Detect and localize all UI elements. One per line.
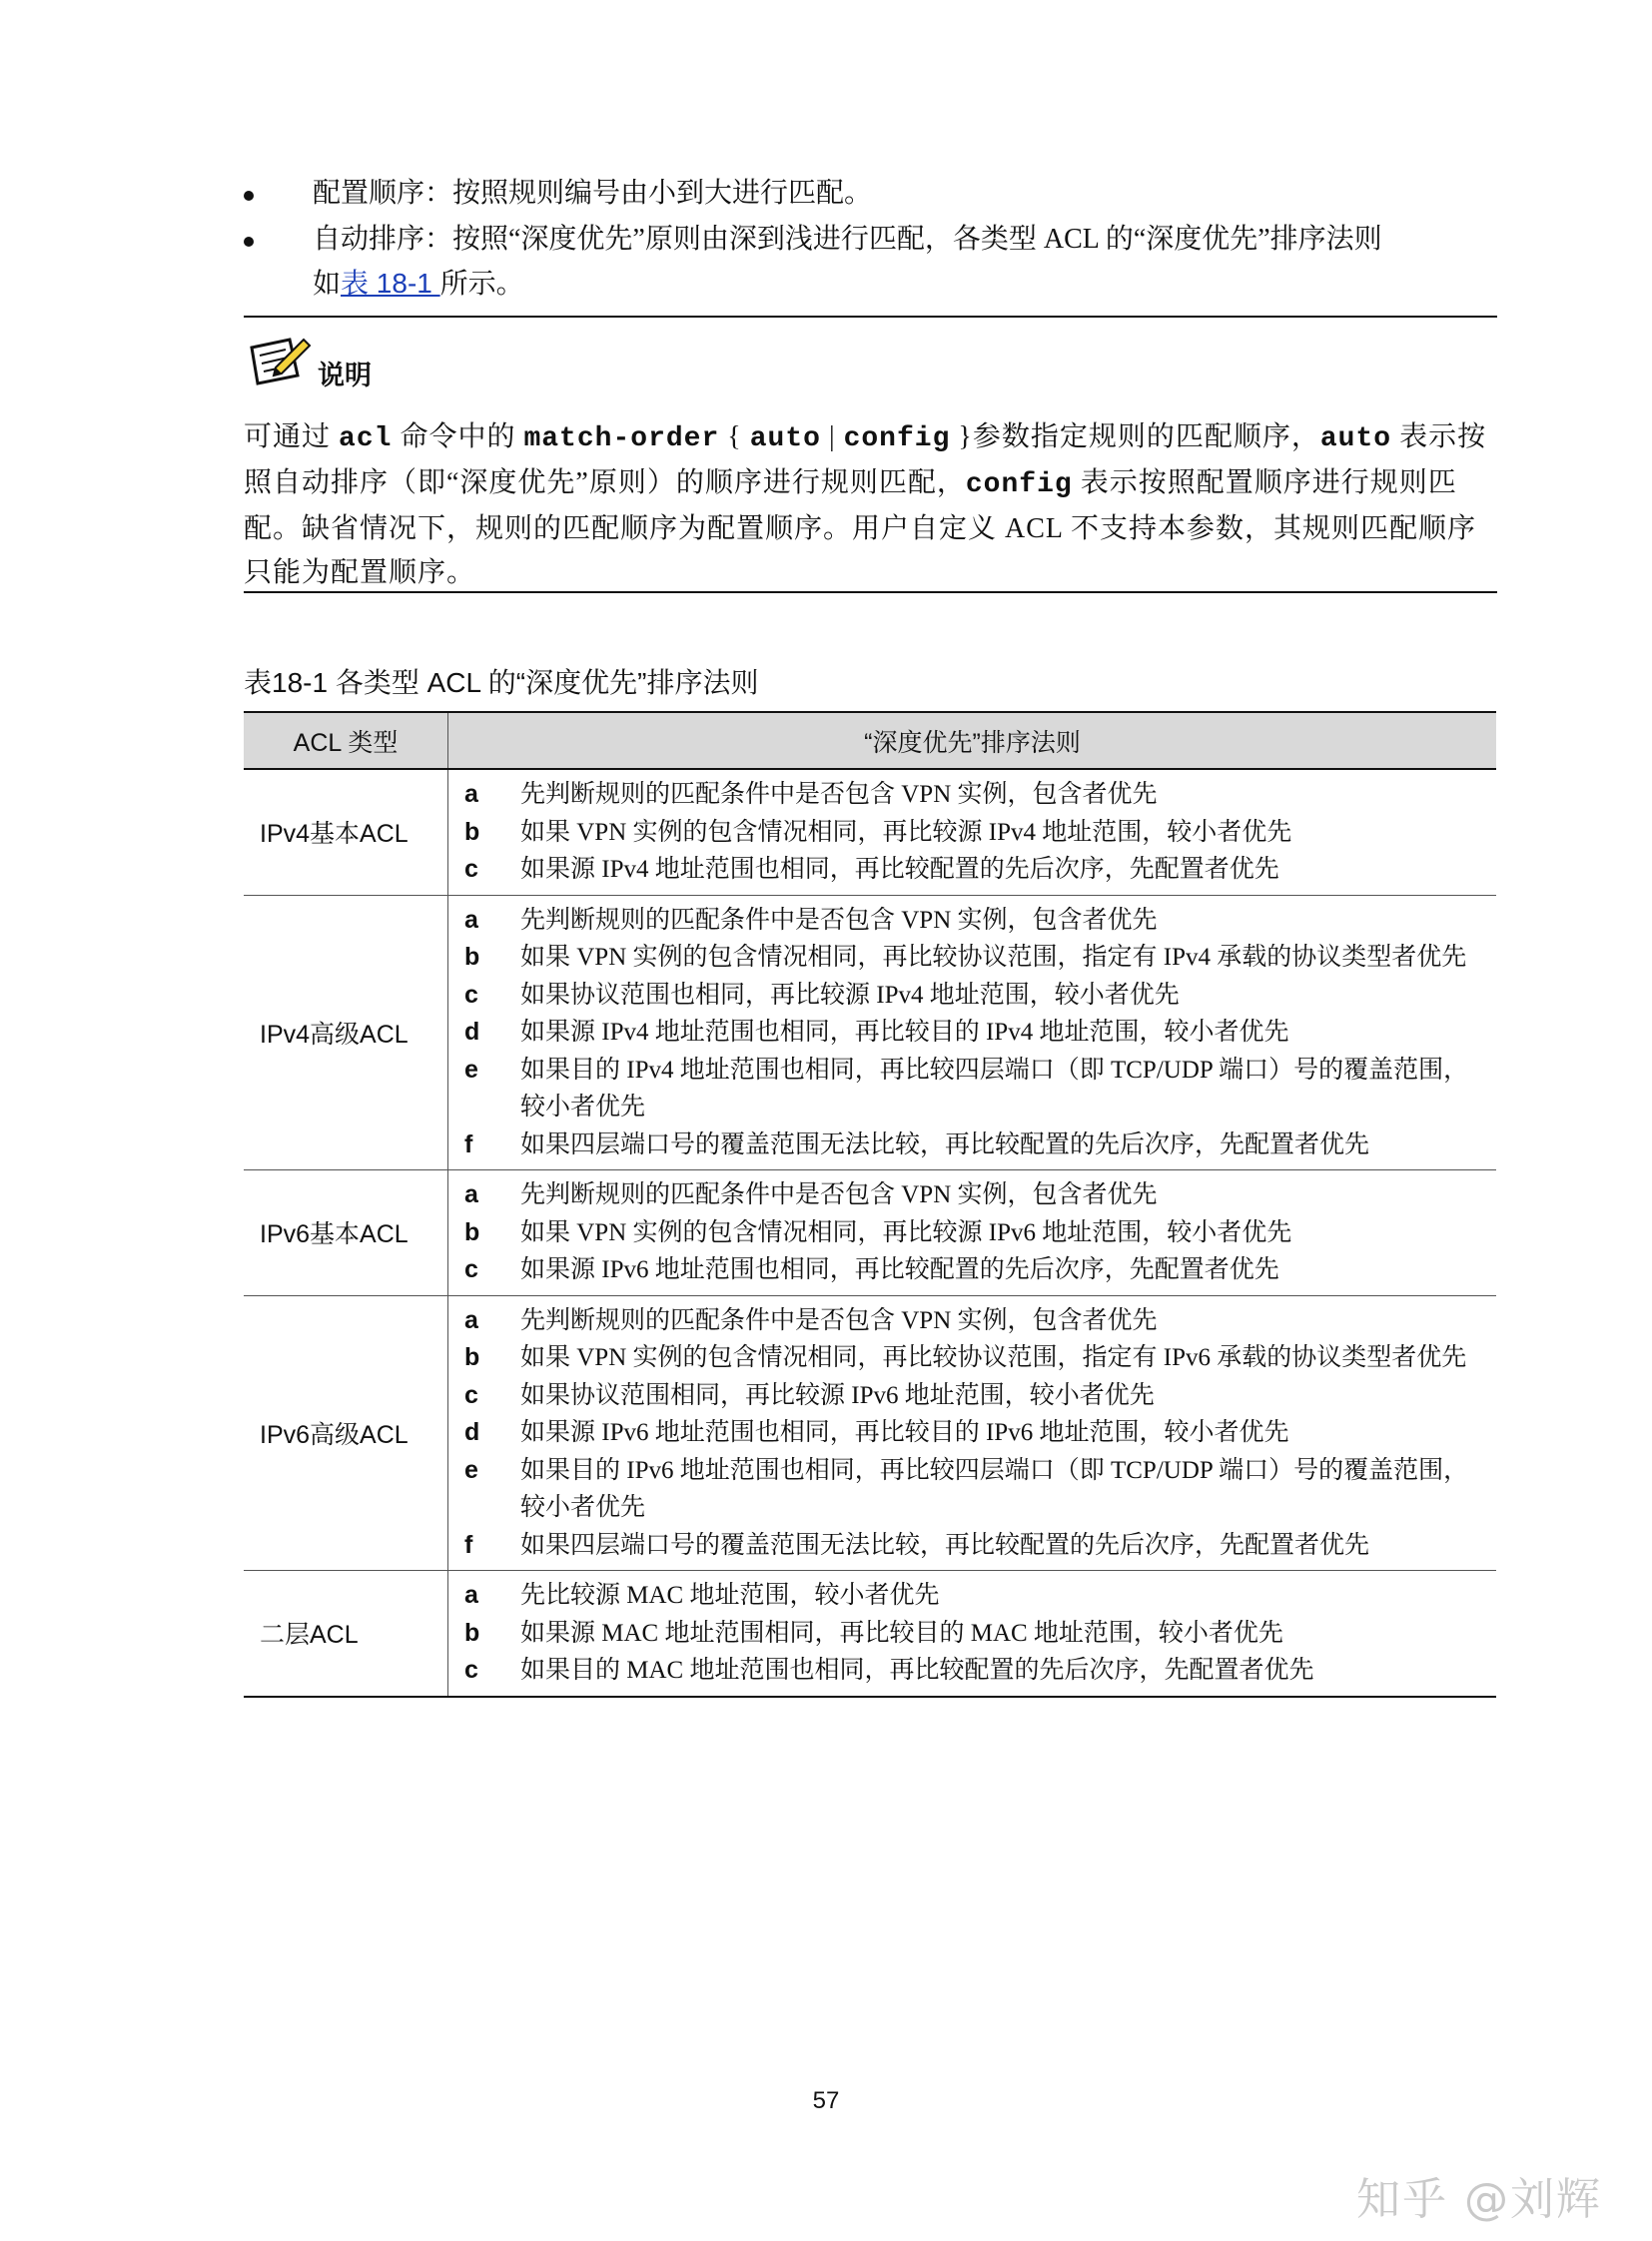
rule-item bbox=[448, 1014, 1496, 1052]
rule-item bbox=[448, 1251, 1496, 1289]
rule-letter: a bbox=[464, 905, 478, 934]
rule-text: 如果四层端口号的覆盖范围无法比较，再比较配置的先后次序，先配置者优先 bbox=[520, 1130, 1370, 1158]
rule-text: 如果源 IPv6 地址范围也相同，再比较目的 IPv6 地址范围，较小者优先 bbox=[520, 1419, 1289, 1446]
rule-text: 先比较源 MAC 地址范围，较小者优先 bbox=[520, 1582, 940, 1609]
rule-text: 如果目的 IPv6 地址范围也相同，再比较四层端口（即 TCP/UDP 端口）号的覆盖范围，较小者优先 bbox=[520, 1456, 1469, 1521]
rule-item bbox=[448, 1527, 1496, 1565]
rule-letter: c bbox=[464, 980, 478, 1009]
rule-letter: f bbox=[464, 1129, 473, 1158]
rule-letter: a bbox=[464, 1581, 478, 1609]
rule-letter: c bbox=[464, 855, 478, 883]
watermark: 知乎 @刘辉 bbox=[1356, 2174, 1602, 2225]
rule-text: 先判断规则的匹配条件中是否包含 VPN 实例，包含者优先 bbox=[520, 906, 1158, 934]
rule-letter: b bbox=[464, 1618, 480, 1647]
rule-item bbox=[448, 1214, 1496, 1252]
note-command: auto bbox=[749, 423, 821, 454]
rules-cell bbox=[448, 769, 1497, 895]
note-bottom-divider bbox=[244, 591, 1497, 593]
bullet-text-line2: 如 bbox=[313, 269, 342, 300]
bullet-list bbox=[236, 172, 1496, 309]
rule-letter: c bbox=[464, 1656, 478, 1684]
rule-item bbox=[448, 1126, 1496, 1164]
table-row bbox=[244, 769, 1496, 895]
acl-type-cell: 二层ACL bbox=[244, 1571, 448, 1697]
rule-item bbox=[448, 776, 1496, 814]
rule-item bbox=[448, 977, 1496, 1015]
bullet-dot-icon bbox=[244, 237, 254, 247]
note-text: 表示按照配置顺序进行规则匹配。缺省情况下，规则的匹配顺序为配置顺序。用户自定义 ACL 不支持本参数，其规则匹配顺序只能为配置顺序。 bbox=[244, 467, 1476, 588]
bullet-text: 配置顺序：按照规则编号由小到大进行匹配。 bbox=[313, 178, 873, 209]
rules-cell bbox=[448, 1295, 1497, 1571]
rule-text: 如果源 IPv4 地址范围也相同，再比较目的 IPv4 地址范围，较小者优先 bbox=[520, 1019, 1289, 1046]
note-command: match-order bbox=[523, 423, 720, 454]
note-body bbox=[244, 415, 1497, 595]
rule-item bbox=[448, 851, 1496, 889]
rule-text: 如果协议范围也相同，再比较源 IPv4 地址范围，较小者优先 bbox=[520, 981, 1180, 1009]
note-command: config bbox=[843, 423, 951, 454]
note-text: | bbox=[820, 421, 844, 452]
rule-text: 如果源 IPv6 地址范围也相同，再比较配置的先后次序，先配置者优先 bbox=[520, 1256, 1279, 1283]
table-row bbox=[244, 895, 1496, 1170]
bullet-item bbox=[236, 218, 1496, 307]
acl-type-cell: IPv6基本ACL bbox=[244, 1170, 448, 1296]
rule-letter: a bbox=[464, 780, 478, 808]
rule-text: 如果源 IPv4 地址范围也相同，再比较配置的先后次序，先配置者优先 bbox=[520, 856, 1279, 883]
rule-item bbox=[448, 1615, 1496, 1653]
note-label: 说明 bbox=[318, 361, 372, 390]
table-reference-link[interactable]: 表 18-1 bbox=[341, 268, 440, 299]
rule-text: 先判断规则的匹配条件中是否包含 VPN 实例，包含者优先 bbox=[520, 1181, 1158, 1208]
table-header-row bbox=[244, 712, 1496, 769]
rule-text: 如果 VPN 实例的包含情况相同，再比较协议范围，指定有 IPv4 承载的协议类型者优先 bbox=[520, 944, 1467, 971]
rule-item bbox=[448, 1652, 1496, 1690]
rule-text: 如果 VPN 实例的包含情况相同，再比较源 IPv4 地址范围，较小者优先 bbox=[520, 818, 1292, 846]
rule-list bbox=[448, 1170, 1496, 1295]
rules-cell bbox=[448, 1571, 1497, 1697]
rule-text: 先判断规则的匹配条件中是否包含 VPN 实例，包含者优先 bbox=[520, 781, 1158, 808]
bullet-text: 自动排序：按照“深度优先”原则由深到浅进行匹配，各类型 ACL 的“深度优先”排序法则 bbox=[313, 224, 1382, 255]
rule-letter: e bbox=[464, 1055, 478, 1084]
rule-text: 如果协议范围相同，再比较源 IPv6 地址范围，较小者优先 bbox=[520, 1381, 1155, 1409]
note-text: { bbox=[719, 421, 750, 452]
rule-item bbox=[448, 1452, 1496, 1527]
rule-list bbox=[448, 896, 1496, 1170]
rule-item bbox=[448, 1377, 1496, 1415]
rule-letter: b bbox=[464, 1217, 480, 1246]
rule-letter: d bbox=[464, 1418, 480, 1446]
bullet-item bbox=[236, 172, 1496, 216]
rule-text: 如果源 MAC 地址范围相同，再比较目的 MAC 地址范围，较小者优先 bbox=[520, 1619, 1283, 1647]
rule-text: 如果目的 IPv4 地址范围也相同，再比较四层端口（即 TCP/UDP 端口）号的覆盖范围，较小者优先 bbox=[520, 1056, 1469, 1120]
bullet-text-after: 所示。 bbox=[439, 269, 524, 300]
rule-item bbox=[448, 1052, 1496, 1126]
rule-letter: b bbox=[464, 943, 480, 971]
rules-cell bbox=[448, 895, 1497, 1170]
rule-letter: e bbox=[464, 1455, 478, 1484]
rule-text: 如果目的 MAC 地址范围也相同，再比较配置的先后次序，先配置者优先 bbox=[520, 1657, 1314, 1684]
acl-type-cell: IPv4基本ACL bbox=[244, 769, 448, 895]
rule-letter: b bbox=[464, 817, 480, 846]
note-text: 可通过 bbox=[244, 421, 340, 452]
header-rules: “深度优先”排序法则 bbox=[448, 712, 1497, 769]
bullet-dot-icon bbox=[244, 191, 254, 201]
header-acl-type: ACL 类型 bbox=[244, 712, 448, 769]
rule-list bbox=[448, 1296, 1496, 1571]
note-pencil-icon bbox=[246, 334, 312, 389]
rule-letter: b bbox=[464, 1343, 480, 1371]
rules-cell bbox=[448, 1170, 1497, 1296]
rule-letter: a bbox=[464, 1180, 478, 1208]
rule-letter: f bbox=[464, 1530, 473, 1559]
note-top-divider bbox=[244, 316, 1497, 318]
acl-type-cell: IPv6高级ACL bbox=[244, 1295, 448, 1571]
rule-list bbox=[448, 770, 1496, 895]
rule-letter: c bbox=[464, 1380, 478, 1409]
note-text: 命令中的 bbox=[392, 421, 524, 452]
rule-letter: c bbox=[464, 1255, 478, 1283]
note-command: auto bbox=[1319, 423, 1392, 454]
note-command: config bbox=[965, 469, 1073, 500]
note-text: }参数指定规则的匹配顺序， bbox=[950, 421, 1320, 452]
rule-letter: a bbox=[464, 1305, 478, 1334]
rule-item bbox=[448, 1339, 1496, 1377]
table-caption: 表18-1 各类型 ACL 的“深度优先”排序法则 bbox=[244, 667, 759, 698]
depth-first-rules-table bbox=[244, 711, 1496, 1698]
rule-text: 如果 VPN 实例的包含情况相同，再比较协议范围，指定有 IPv6 承载的协议类型者优先 bbox=[520, 1344, 1467, 1371]
rule-item bbox=[448, 1302, 1496, 1340]
rule-letter: d bbox=[464, 1018, 480, 1046]
note-command: acl bbox=[339, 423, 393, 454]
rule-text: 如果四层端口号的覆盖范围无法比较，再比较配置的先后次序，先配置者优先 bbox=[520, 1531, 1370, 1559]
rule-text: 先判断规则的匹配条件中是否包含 VPN 实例，包含者优先 bbox=[520, 1306, 1158, 1334]
rule-text: 如果 VPN 实例的包含情况相同，再比较源 IPv6 地址范围，较小者优先 bbox=[520, 1218, 1292, 1246]
rule-item bbox=[448, 939, 1496, 977]
table-row bbox=[244, 1571, 1496, 1697]
rule-item bbox=[448, 814, 1496, 852]
table-body bbox=[244, 769, 1496, 1697]
rule-item bbox=[448, 902, 1496, 940]
note-text: 表示按照自动排序（即“深度优先”原则）的顺序进行规则匹配， bbox=[244, 421, 1487, 498]
rule-list bbox=[448, 1571, 1496, 1696]
page-number: 57 bbox=[812, 2087, 840, 2114]
table-row bbox=[244, 1170, 1496, 1296]
rule-item bbox=[448, 1176, 1496, 1214]
acl-type-cell: IPv4高级ACL bbox=[244, 895, 448, 1170]
rule-item bbox=[448, 1577, 1496, 1615]
rule-item bbox=[448, 1414, 1496, 1452]
table-row bbox=[244, 1295, 1496, 1571]
